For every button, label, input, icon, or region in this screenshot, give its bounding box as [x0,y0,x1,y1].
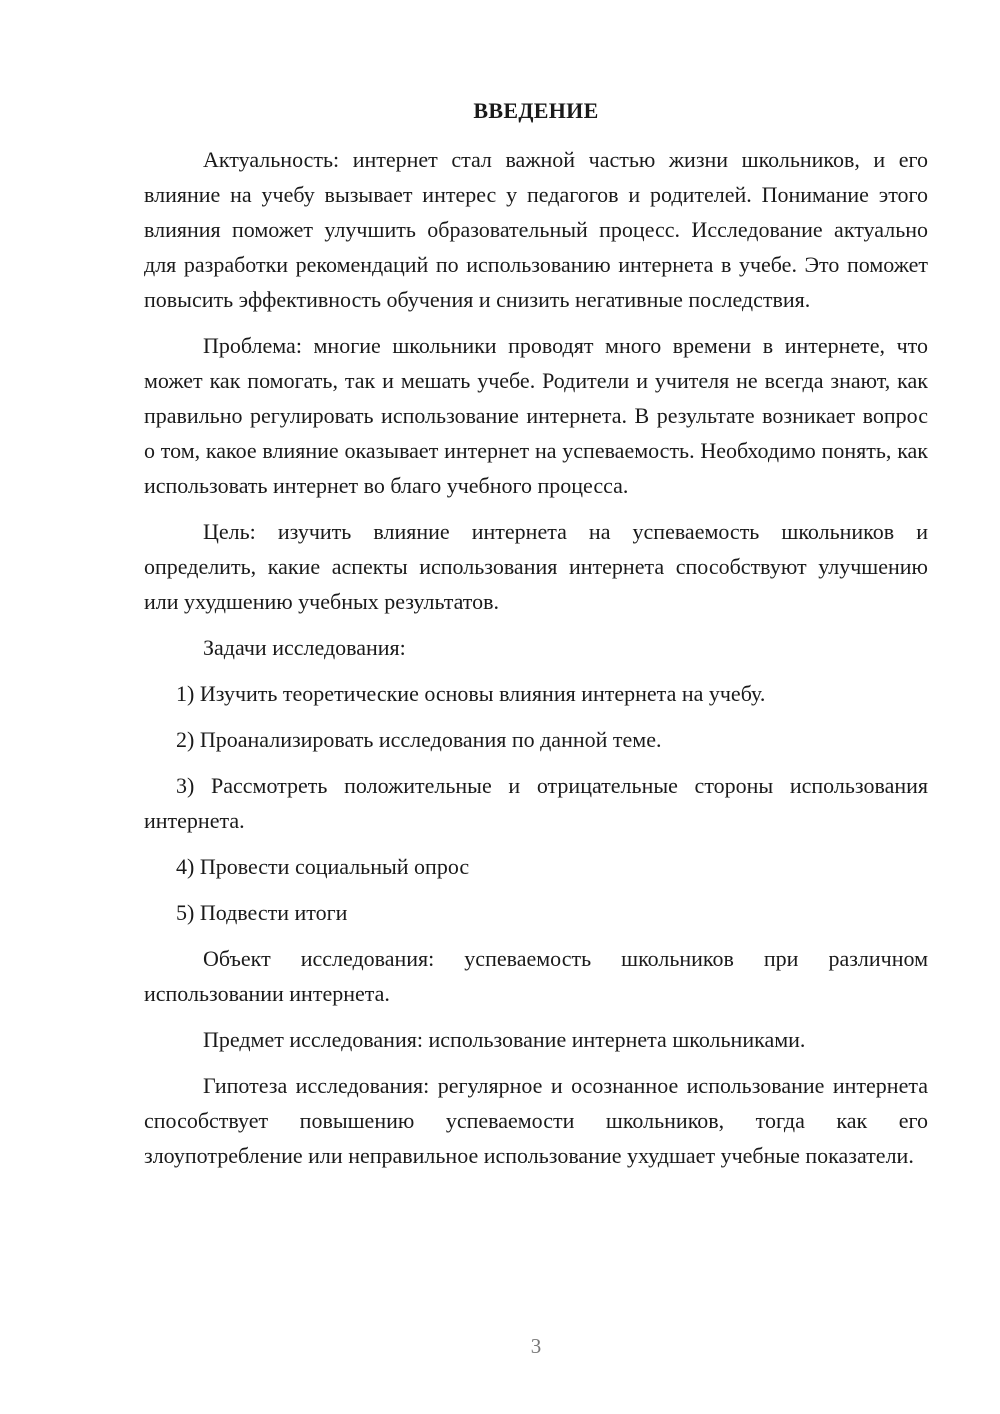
page-title: ВВЕДЕНИЕ [473,98,599,123]
task-item-4: 4) Провести социальный опрос [176,854,470,879]
paragraph-tasks-heading: Задачи исследования: [203,635,406,660]
paragraph-goal: Цель: изучить влияние интернета на успеваемость школьников и определить, какие аспекты использования интернета способствуют улучшению или ухудшению учебных результатов. [144,519,928,614]
task-item-5: 5) Подвести итоги [176,900,348,925]
paragraph-subject: Предмет исследования: использование интернета школьниками. [203,1027,806,1052]
task-item-2: 2) Проанализировать исследования по данной теме. [176,727,662,752]
paragraph-problem: Проблема: многие школьники проводят много времени в интернете, что может как помогать, так и мешать учебе. Родители и учителя не всегда знают, как правильно регулировать использование интернета. В результате возникает вопрос о том, какое влияние оказывает интернет на успеваемость. Необходимо понять, как использовать интернет во благо учебного процесса. [144,333,928,498]
page-number: 3 [530,1334,542,1358]
task-item-1: 1) Изучить теоретические основы влияния интернета на учебу. [176,681,766,706]
document-body [144,142,928,1184]
task-item-3: 3) Рассмотреть положительные и отрицательные стороны использования интернета. [144,773,928,833]
paragraph-object: Объект исследования: успеваемость школьников при различном использовании интернета. [144,946,928,1006]
paragraph-hypothesis: Гипотеза исследования: регулярное и осознанное использование интернета способствует повышению успеваемости школьников, тогда как его злоупотребление или неправильное использование ухудшает учебные показатели. [144,1073,928,1168]
paragraph-relevance: Актуальность: интернет стал важной частью жизни школьников, и его влияние на учебу вызывает интерес у педагогов и родителей. Понимание этого влияния поможет улучшить образовательный процесс. Исследование актуально для разработки рекомендаций по использованию интернета в учебе. Это поможет повысить эффективность обучения и снизить негативные последствия. [144,147,928,312]
